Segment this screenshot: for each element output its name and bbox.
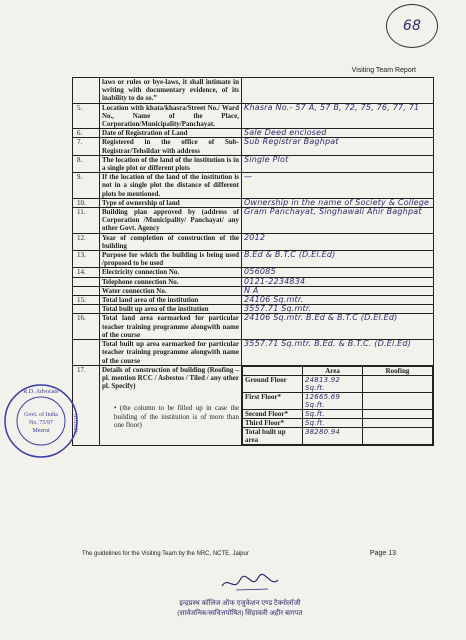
floor-roofing <box>363 409 433 418</box>
row-value <box>242 78 434 104</box>
row-label <box>100 365 242 445</box>
row-number: 12. <box>73 233 100 250</box>
row-number: 14. <box>73 268 100 277</box>
bullet-icon: • <box>114 404 120 413</box>
row-value: B.Ed & B.T.C (D.El.Ed) <box>242 251 434 268</box>
floor-header-cell <box>243 366 303 375</box>
floor-row <box>243 392 433 409</box>
floor-row <box>243 418 433 427</box>
row-number: 9. <box>73 173 100 199</box>
floor-roofing <box>363 392 433 409</box>
details-table <box>72 77 434 446</box>
floor-table-cell <box>242 365 434 445</box>
table-row <box>73 78 434 104</box>
signature-image <box>216 572 286 594</box>
table-row <box>73 340 434 366</box>
row-label: Date of Registration of Land <box>100 129 242 138</box>
notary-stamp <box>2 382 80 460</box>
row-number: 5. <box>73 103 100 129</box>
floor-area-table <box>242 366 433 445</box>
floor-row <box>243 409 433 418</box>
row-value: 3557.71 Sq.mtr. B.Ed. & B.T.C. (D.El.Ed) <box>242 340 434 366</box>
floor-header-cell: Area <box>303 366 363 375</box>
row-number: 7. <box>73 138 100 155</box>
svg-text:Govt. of India: Govt. of India <box>24 412 58 418</box>
table-row <box>73 251 434 268</box>
svg-text:No. 75/97: No. 75/97 <box>29 420 53 426</box>
row-number <box>73 78 100 104</box>
floor-area: Sq.ft. <box>303 409 363 418</box>
row-label: Registered in the office of Sub-Registrar/Tehsildar with address <box>100 138 242 155</box>
row-label: Year of completion of construction of the building <box>100 233 242 250</box>
floor-table-header <box>243 366 433 375</box>
hindi-line-2: (सार्वजनिक/स्ववित्तपोषित) सिंहावली अहीर बागपत <box>177 609 303 617</box>
row-number: 6. <box>73 129 100 138</box>
floor-area: 12665.69 Sq.ft. <box>303 392 363 409</box>
header-title: Visiting Team Report <box>351 67 416 74</box>
row-label: Building plan approved by (address of Corporation /Municipality/ Panchayat/ any other Govt. Agency <box>100 208 242 234</box>
row-label: Total built up area earmarked for particular teacher training programme alongwith name of the course <box>100 340 242 366</box>
row-label: Total land area earmarked for particular teacher training programme alongwith name of the course <box>100 314 242 340</box>
row-value: N A <box>242 286 434 295</box>
row-number: 15. <box>73 296 100 305</box>
page-number-circle: 68 <box>386 4 438 48</box>
footer-guidelines: The guidelines for the Visiting Team by the NRC, NCTE, Jaipur <box>82 551 249 557</box>
row-value: 2012 <box>242 233 434 250</box>
row-value: Khasra No.- 57 A, 57 B, 72, 75, 76, 77, 71 <box>242 103 434 129</box>
floor-name: Ground Floor <box>243 375 303 392</box>
table-row <box>73 155 434 172</box>
floor-name: Third Floor* <box>243 418 303 427</box>
table-row <box>73 277 434 286</box>
row-value: Ownership in the name of Society & College <box>242 198 434 207</box>
hindi-line-1: इन्द्रप्रस्थ कॉलिज ऑफ एजुकेशन एण्ड टैक्नोलॉजी <box>179 599 301 607</box>
table-row <box>73 173 434 199</box>
row-label: Purpose for which the building is being used /proposed to be used <box>100 251 242 268</box>
row-value: — <box>242 173 434 199</box>
row-number <box>73 277 100 286</box>
row-value: Sale Deed enclosed <box>242 129 434 138</box>
floor-name: Second Floor* <box>243 409 303 418</box>
row-label: Total land area of the institution <box>100 296 242 305</box>
construction-label: Details of construction of building (Roofing – pl. mention RCC / Asbestos / Tiled / any other pl. Specify) <box>102 365 239 391</box>
svg-text:R.D. Advocate: R.D. Advocate <box>23 389 59 395</box>
row-number <box>73 286 100 295</box>
row-value: Single Plot <box>242 155 434 172</box>
row-label: If the location of the land of the institution is not in a single plot the distance of different plots be mentioned. <box>100 173 242 199</box>
row-value: 3557.71 Sq.mtr. <box>242 305 434 314</box>
floor-roofing <box>363 418 433 427</box>
construction-note-text: (the column to be filled up in case the building of the institution is of more than one floor) <box>114 404 239 429</box>
row-value: 056085 <box>242 268 434 277</box>
floor-name: First Floor* <box>243 392 303 409</box>
floor-area: 38280.94 <box>303 427 363 444</box>
floor-roofing <box>363 427 433 444</box>
floor-row <box>243 375 433 392</box>
row-number <box>73 305 100 314</box>
floor-area: Sq.ft. <box>303 418 363 427</box>
row-value: 0121-2234834 <box>242 277 434 286</box>
row-number: 8. <box>73 155 100 172</box>
floor-header-cell: Roofing <box>363 366 433 375</box>
row-label: Electricity connection No. <box>100 268 242 277</box>
table-row <box>73 138 434 155</box>
row-label: laws or rules or bye-laws, it shall intimate in writing with documentary evidence, of its inability to do so.” <box>100 78 242 104</box>
footer-page-number: Page 13 <box>369 550 396 557</box>
row-label: The location of the land of the institution is in a single plot or different plots <box>100 155 242 172</box>
row-label: Telephone connection No. <box>100 277 242 286</box>
table-row <box>73 314 434 340</box>
row-number: 10. <box>73 198 100 207</box>
row-number: 11. <box>73 208 100 234</box>
table-row <box>73 268 434 277</box>
row-label: Total built up area of the institution <box>100 305 242 314</box>
floor-row <box>243 427 433 444</box>
institution-stamp-text <box>140 598 340 618</box>
table-row <box>73 365 434 445</box>
row-value: Gram Panchayat, Singhawali Ahir Baghpat <box>242 208 434 234</box>
floor-name: Total built up area <box>243 427 303 444</box>
row-label: Location with khata/khasra/Street No./ Ward No., Name of the Place, Corporation/Municipality/Panchayat. <box>100 103 242 129</box>
row-value: Sub Registrar Baghpat <box>242 138 434 155</box>
table-row <box>73 103 434 129</box>
svg-text:Meerut: Meerut <box>32 428 50 434</box>
row-number: 13. <box>73 251 100 268</box>
floor-area: 24813.92 Sq.ft. <box>303 375 363 392</box>
table-row <box>73 233 434 250</box>
row-number <box>73 340 100 366</box>
svg-text:NOTARY: NOTARY <box>72 413 77 435</box>
row-value: 24106 Sq.mtr. <box>242 296 434 305</box>
row-value: 24106 Sq.mtr. B.Ed & B.T.C (D.El.Ed) <box>242 314 434 340</box>
row-number: 16. <box>73 314 100 340</box>
row-label: Water connection No. <box>100 286 242 295</box>
floor-roofing <box>363 375 433 392</box>
row-label: Type of ownership of land <box>100 198 242 207</box>
row-number: 17. <box>73 365 100 445</box>
table-row <box>73 208 434 234</box>
construction-note <box>102 404 239 429</box>
